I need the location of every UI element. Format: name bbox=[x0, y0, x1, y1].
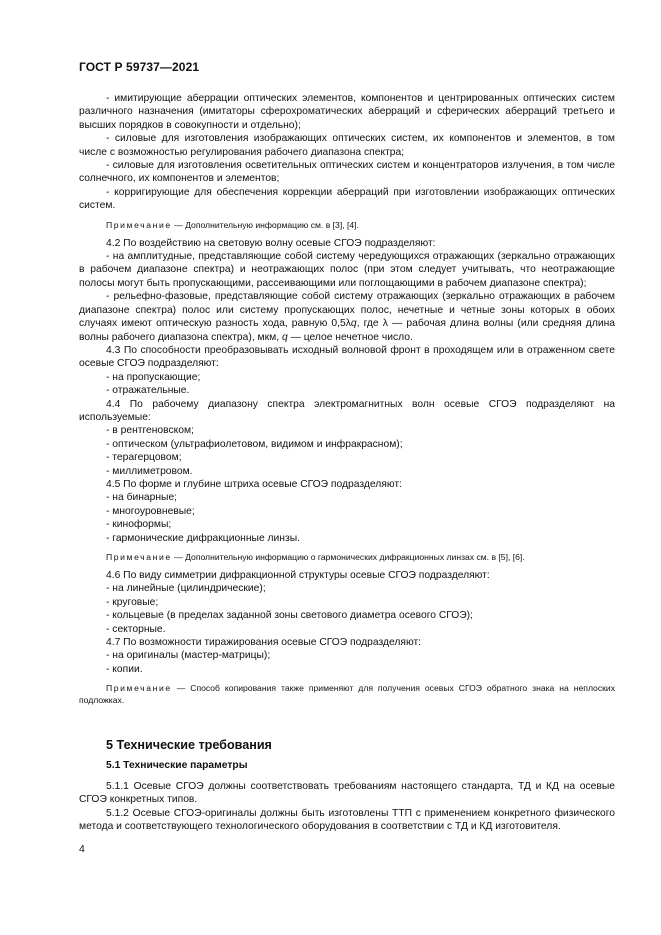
note-paragraph bbox=[79, 219, 615, 231]
list-item: - рельефно-фазовые, представляющие собой систему отражающих (зеркально отражающих в рабочем диапазоне спектра) полос или систему пропускающих полос, нечетные и четные зоны которых в обоих случаях имеют оптическую разность хода, равную 0,5λq, где λ — рабочая длина волны (или средняя длина волны рабочего диапазона спектра), мкм, q — целое нечетное число. bbox=[79, 291, 615, 343]
clause-5-1-2: 5.1.2 Осевые СГОЭ-оригиналы должны быть изготовлены ТТП с применением конкретного физического метода и соответствующего технологического оборудования в соответствии с ТД и КД изготовителя. bbox=[79, 807, 615, 833]
list-item: - терагерцовом; bbox=[106, 452, 182, 464]
list-item: - имитирующие аберрации оптических элементов, компонентов и центрированных оптических систем различного назначения (имитаторы сферохроматических аберраций и сферических аберраций третьего и высших порядков в совокупности и отдельно); bbox=[79, 93, 615, 131]
clause-4-5: 4.5 По форме и глубине штриха осевые СГОЭ подразделяют: bbox=[106, 478, 402, 490]
clause-4-3: 4.3 По способности преобразовывать исходный волновой фронт в проходящем или в отраженном свете осевые СГОЭ подразделяют: bbox=[79, 344, 615, 370]
list-item: - на амплитудные, представляющие собой систему чередующихся отражающих (зеркально отражающих в рабочем диапазоне спектра) и неотражающих полос (при этом следует учитывать, что неотражающие полосы могут быть пропускающими, рассеивающими или поглощающими в рабочем диапазоне спектра); bbox=[79, 251, 615, 289]
list-item: - миллиметровом. bbox=[106, 465, 193, 477]
list-item: - киноформы; bbox=[106, 519, 172, 531]
list-item: - кольцевые (в пределах заданной зоны светового диаметра осевого СГОЭ); bbox=[106, 610, 473, 622]
list-item: - силовые для изготовления осветительных оптических систем и концентраторов излучения, в том числе солнечного, их компонентов и элементов; bbox=[79, 160, 615, 185]
list-item: - гармонические дифракционные линзы. bbox=[106, 532, 300, 544]
clause-4-2: 4.2 По воздействию на световую волну осевые СГОЭ подразделяют: bbox=[106, 237, 436, 249]
page-number: 4 bbox=[79, 843, 85, 855]
clause-4-6: 4.6 По виду симметрии дифракционной структуры осевые СГОЭ подразделяют: bbox=[106, 570, 490, 581]
note-paragraph bbox=[79, 551, 615, 563]
note-text: — Дополнительную информацию о гармонических дифракционных линзах см. в [5], [6]. bbox=[171, 552, 525, 562]
list-item: - отражательные. bbox=[106, 385, 190, 397]
clause-4-4: 4.4 По рабочему диапазону спектра электромагнитных волн осевые СГОЭ подразделяют на используемые: bbox=[79, 398, 615, 423]
list-item: - круговые; bbox=[106, 596, 159, 608]
subsection-title: 5.1 Технические параметры bbox=[106, 760, 248, 771]
list-item: - на линейные (цилиндрические); bbox=[106, 583, 266, 595]
list-item: - на бинарные; bbox=[106, 492, 178, 504]
section-title: 5 Технические требования bbox=[106, 738, 272, 752]
list-item: - в рентгеновском; bbox=[106, 425, 194, 437]
body-text bbox=[79, 92, 615, 706]
clause-5-1-1: 5.1.1 Осевые СГОЭ должны соответствовать требованиям настоящего стандарта, ТД и КД на осевые СГОЭ конкретных типов. bbox=[79, 781, 615, 806]
note-label: Примечание bbox=[106, 219, 172, 230]
note-text: — Дополнительную информацию см. в [3], [4]. bbox=[171, 219, 359, 230]
list-item: - оптическом (ультрафиолетовом, видимом и инфракрасном); bbox=[106, 438, 403, 450]
clause-4-7: 4.7 По возможности тиражирования осевые СГОЭ подразделяют: bbox=[106, 637, 422, 649]
section-5-text bbox=[79, 780, 615, 834]
list-item: - секторные. bbox=[106, 623, 166, 635]
list-item: - на оригиналы (мастер-матрицы); bbox=[106, 650, 271, 662]
list-item: - силовые для изготовления изображающих оптических систем, их компонентов и элементов, в том числе с возможностью регулирования рабочего диапазона спектра; bbox=[79, 133, 615, 158]
list-item: - корригирующие для обеспечения коррекции аберраций при изготовлении изображающих оптических систем. bbox=[79, 186, 615, 212]
note-label: Примечание bbox=[106, 683, 172, 694]
note-paragraph bbox=[79, 682, 615, 706]
note-text: — Способ копирования также применяют для получения осевых СГОЭ обратного знака на неплоских подложках. bbox=[79, 683, 615, 706]
document-header: ГОСТ Р 59737—2021 bbox=[79, 60, 200, 74]
list-item: - копии. bbox=[106, 663, 143, 675]
list-item: - на пропускающие; bbox=[106, 371, 201, 383]
list-item: - многоуровневые; bbox=[106, 505, 195, 517]
note-label: Примечание bbox=[106, 552, 172, 562]
